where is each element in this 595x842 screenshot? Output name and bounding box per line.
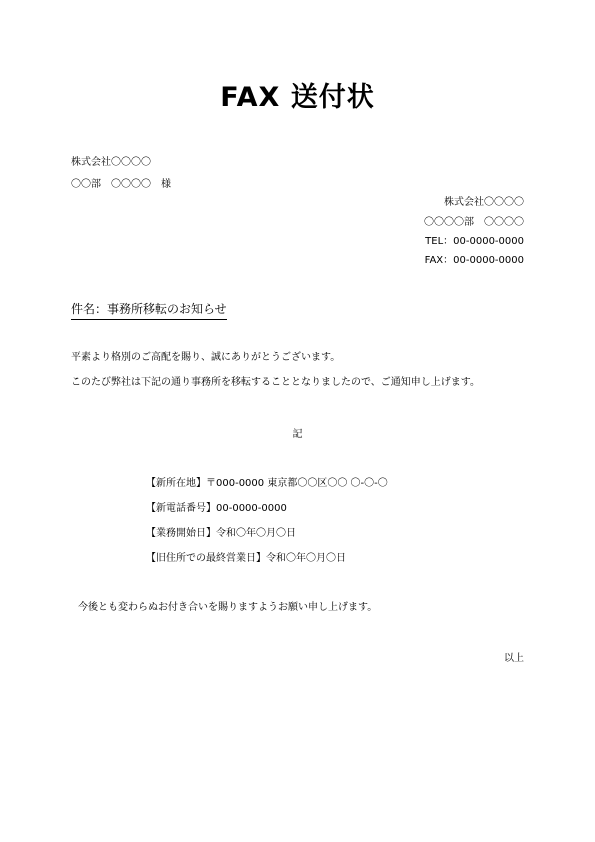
- detail-value: 令和〇年〇月〇日: [216, 528, 296, 539]
- detail-new-address: [146, 477, 388, 491]
- body-line-2: このたび弊社は下記の通り事務所を移転することとなりましたので、ご通知申し上げます。: [71, 377, 480, 388]
- subject-line: 件名：事務所移転のお知らせ: [71, 301, 227, 320]
- sender-company: 株式会社〇〇〇〇: [444, 197, 524, 208]
- detail-label: 【旧住所での最終営業日】: [146, 553, 266, 564]
- recipient-department-person: 〇〇部 〇〇〇〇 様: [71, 179, 171, 190]
- ijou-end-mark: 以上: [504, 653, 524, 664]
- detail-value: 令和〇年〇月〇日: [266, 553, 346, 564]
- detail-last-day-old-address: [146, 552, 346, 566]
- sender-fax: FAX：00-0000-0000: [424, 255, 524, 266]
- detail-start-date: [146, 527, 296, 541]
- sender-tel: TEL：00-0000-0000: [425, 236, 524, 247]
- detail-label: 【新電話番号】: [146, 503, 216, 514]
- ki-heading: 記: [292, 429, 303, 440]
- detail-label: 【業務開始日】: [146, 528, 216, 539]
- detail-new-phone: [146, 502, 287, 516]
- body-line-1: 平素より格別のご高配を賜り、誠にありがとうございます。: [71, 352, 341, 363]
- recipient-company: 株式会社〇〇〇〇: [71, 157, 151, 168]
- document-title: FAX 送付状: [220, 82, 375, 113]
- detail-value: 〒000-0000 東京都〇〇区〇〇 〇-〇-〇: [206, 478, 388, 489]
- closing-line: 今後とも変わらぬお付き合いを賜りますようお願い申し上げます。: [78, 602, 378, 613]
- detail-value: 00-0000-0000: [216, 503, 287, 514]
- sender-department-person: 〇〇〇〇部 〇〇〇〇: [424, 217, 524, 228]
- detail-label: 【新所在地】: [146, 478, 206, 489]
